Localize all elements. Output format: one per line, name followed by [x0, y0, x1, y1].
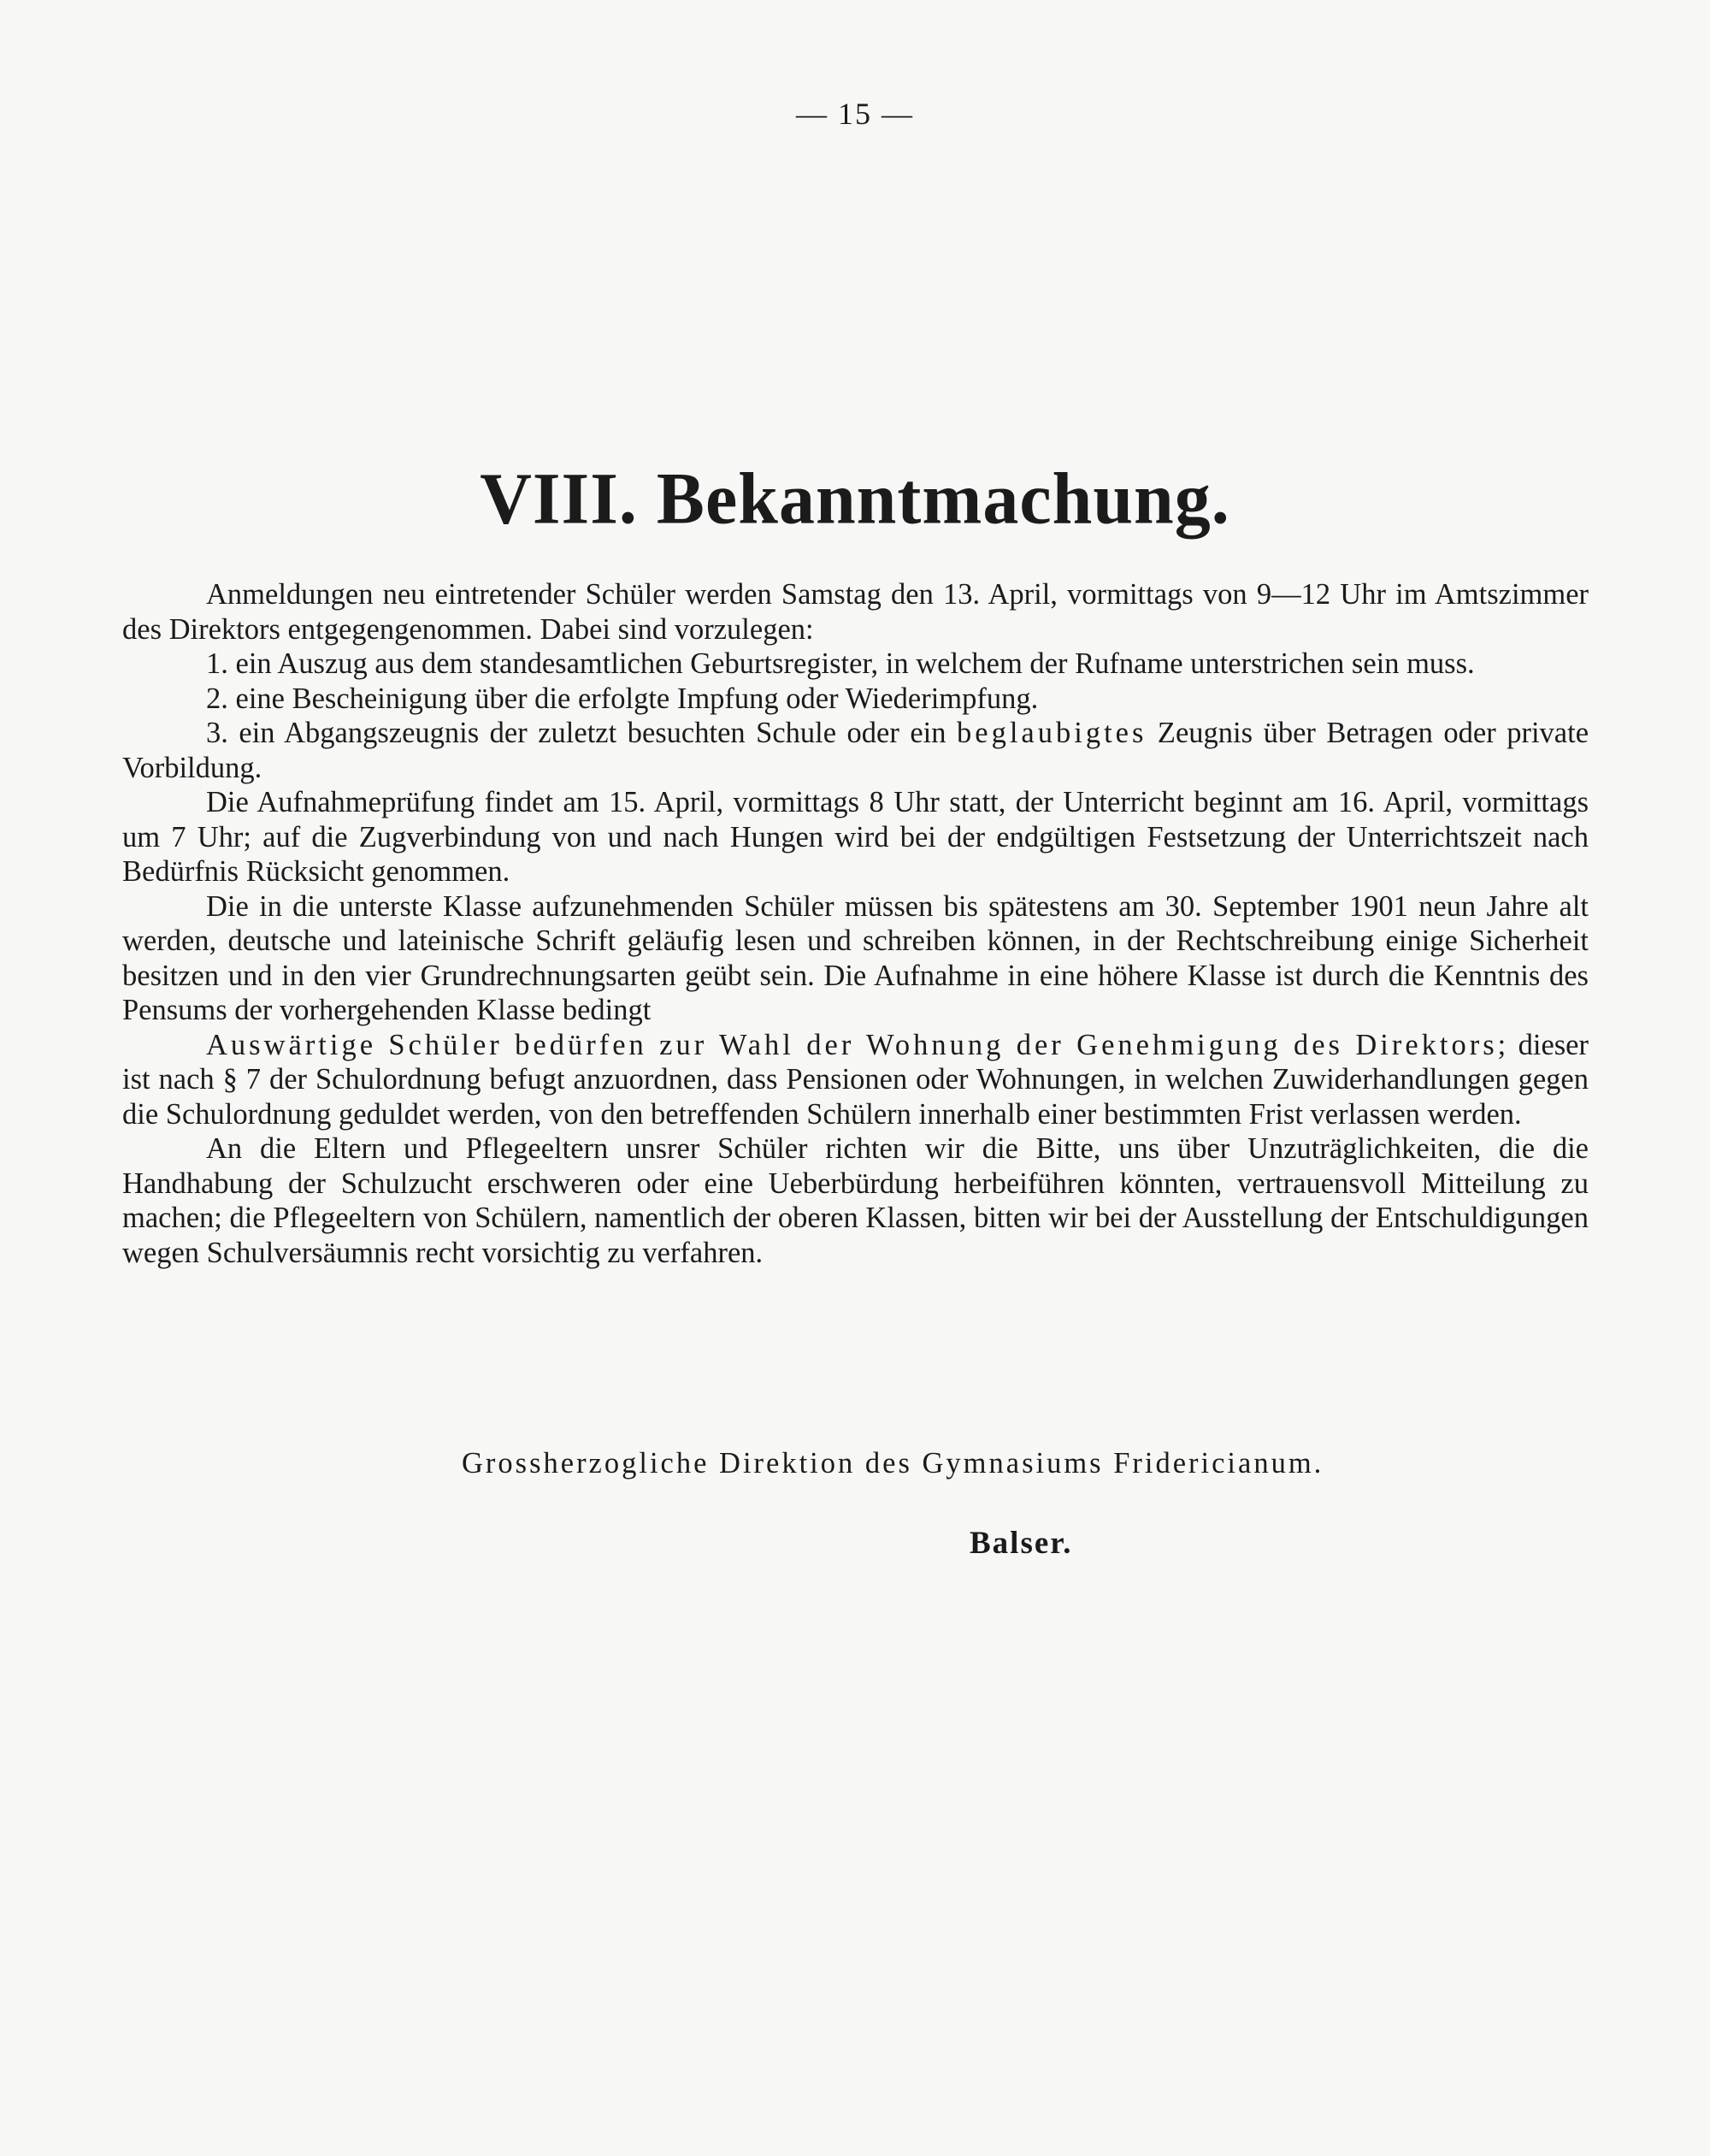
signature-institution: Grossherzogliche Direktion des Gymnasiums Fridericianum.	[462, 1447, 1324, 1480]
paragraph-item-2: 2. eine Bescheinigung über die erfolgte Impfung oder Wiederimpfung.	[206, 682, 1039, 715]
paragraph-external-students	[122, 1028, 1589, 1132]
page-number: — 15 —	[796, 97, 914, 131]
paragraph-parents: An die Eltern und Pflegeeltern unsrer Schüler richten wir die Bitte, uns über Unzuträglichkeiten, die die Handhabung der Schulzucht erschweren oder eine Ueberbürdung herbeiführen könnten, vertrauensvoll Mitteilung zu machen; die Pflegeeltern von Schülern, namentlich der oberen Klassen, bitten wir bei der Ausstellung der Entschuldigungen wegen Schulversäumnis recht vorsichtig zu verfahren.	[122, 1132, 1589, 1269]
item-3-end: Zeugnis über Betragen oder private Vorbildung.	[122, 717, 1589, 784]
paragraph-exam: Die Aufnahmeprüfung findet am 15. April, vormittags 8 Uhr statt, der Unterricht beginnt am 16. April, vormittags um 7 Uhr; auf die Zugverbindung von und nach Hungen wird bei der endgültigen Festsetzung der Unterrichtszeit nach Bedürfnis Rücksicht genommen.	[122, 786, 1589, 888]
announcement-body	[122, 577, 1589, 1270]
paragraph-item-1: 1. ein Auszug aus dem standesamtlichen Geburtsregister, in welchem der Rufname unterstrichen sein muss.	[206, 647, 1475, 680]
signature-name: Balser.	[970, 1526, 1073, 1561]
paragraph-registration: Anmeldungen neu eintretender Schüler werden Samstag den 13. April, vormittags von 9—12 Uhr im Amtszimmer des Direktors entgegengenommen. Dabei sind vorzulegen:	[122, 578, 1589, 646]
item-3-start: 3. ein Abgangszeugnis der zuletzt besuchten Schule oder ein	[206, 717, 946, 749]
paragraph-item-3	[122, 716, 1589, 785]
item-3-emphasis: beglaubigtes	[957, 717, 1147, 749]
paragraph-requirements: Die in die unterste Klasse aufzunehmenden Schüler müssen bis spätestens am 30. September 1901 neun Jahre alt werden, deutsche und lateinische Schrift geläufig lesen und schreiben können, in der Rechtschreibung einige Sicherheit besitzen und in den vier Grundrechnungsarten geübt sein. Die Aufnahme in eine höhere Klasse ist durch die Kenntnis des Pensums der vorhergehenden Klasse bedingt	[122, 889, 1589, 1026]
external-students-rest: dieser ist nach § 7 der Schulordnung befugt anzuordnen, dass Pensionen oder Wohnungen, in welchen Zuwiderhandlungen gegen die Schulordnung geduldet werden, von den betreffenden Schülern innerhalb einer bestimmten Frist verlassen werden.	[122, 1028, 1589, 1131]
external-students-emphasis: Auswärtige Schüler bedürfen zur Wahl der Wohnung der Genehmigung des Direktors;	[206, 1028, 1510, 1061]
section-title: VIII. Bekanntmachung.	[480, 458, 1230, 540]
